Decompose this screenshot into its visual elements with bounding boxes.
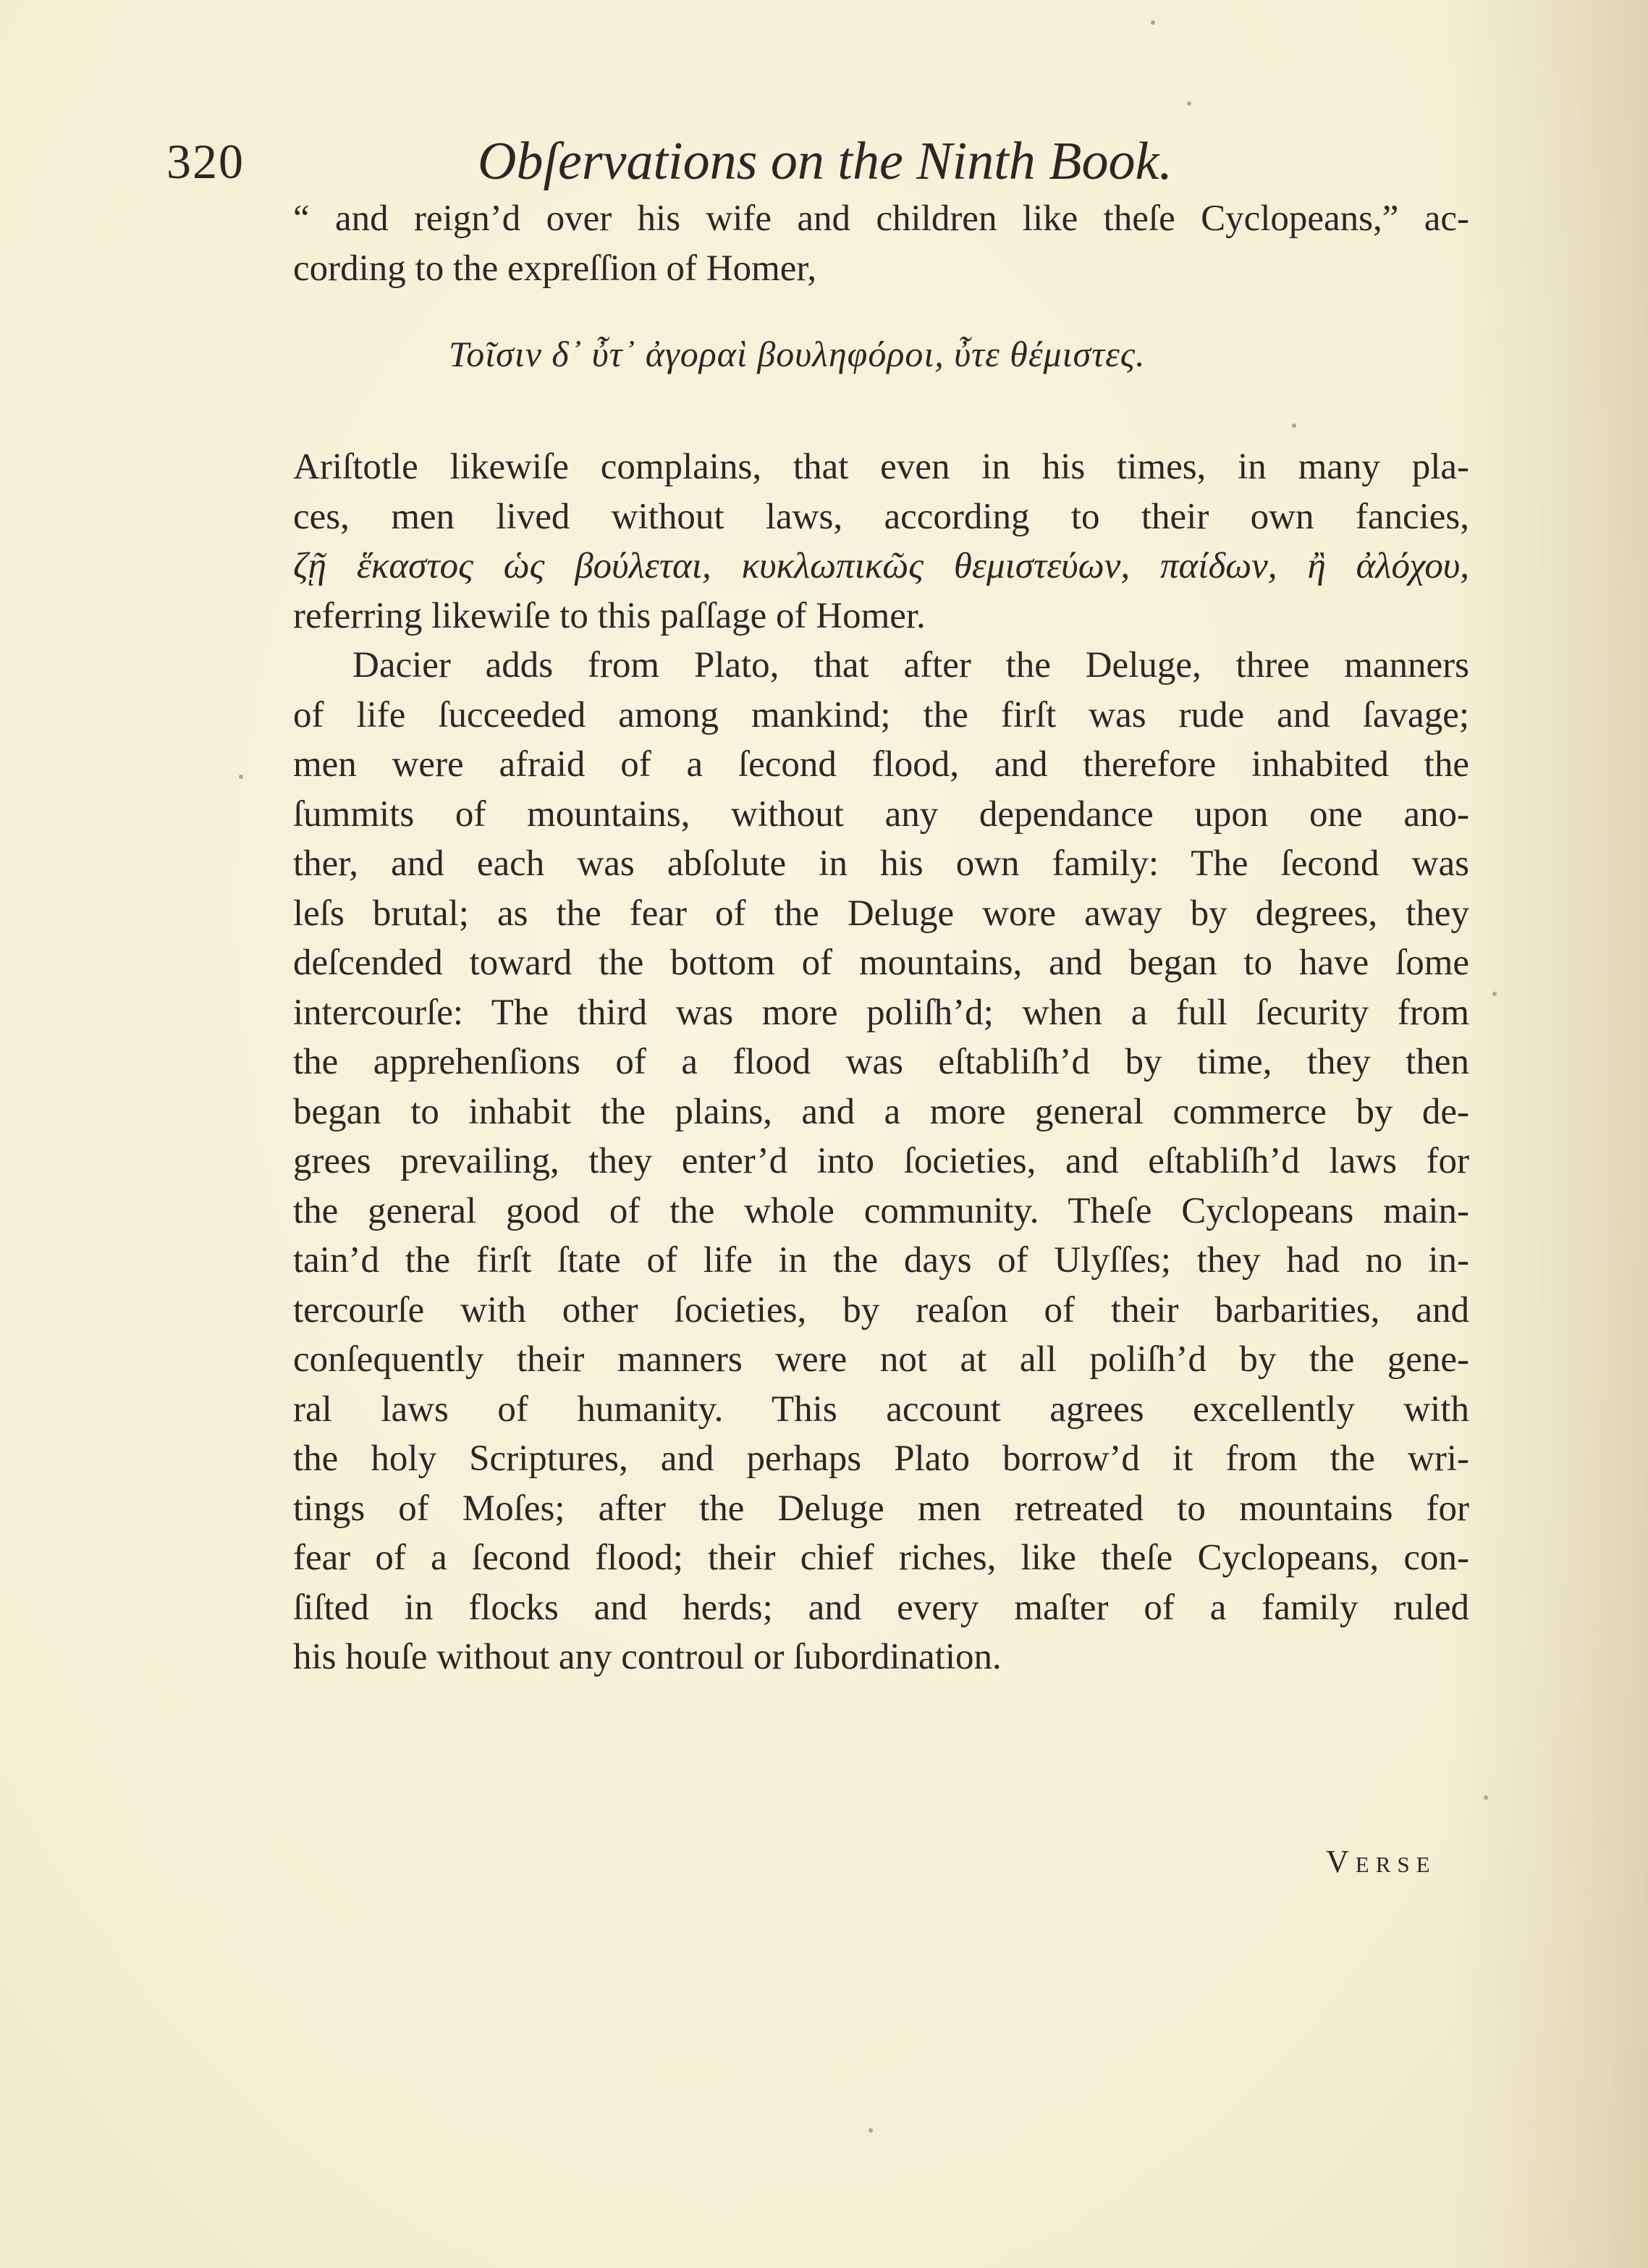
- paper-speck: [1292, 423, 1296, 428]
- paper-speck: [1187, 101, 1191, 106]
- body-text: [293, 194, 1469, 1682]
- text-line: the apprehenſions of a flood was eſtabliſh’d by time, they then: [293, 1042, 1469, 1082]
- catchword: Verse: [1326, 1844, 1437, 1879]
- text-line: men were afraid of a ſecond flood, and therefore inhabited the: [293, 744, 1469, 785]
- text-line: tings of Moſes; after the Deluge men retreated to mountains for: [293, 1488, 1469, 1529]
- text-line: Dacier adds from Plato, that after the Deluge, three manners: [352, 645, 1469, 686]
- paper-speck: [239, 775, 243, 779]
- greek-inline-quote: ζῇ ἕκαστος ὡς βούλεται, κυκλωπικῶς θεμιστεύων, παίδων, ἢ ἀλόχου,: [293, 546, 1469, 586]
- text-line: “ and reign’d over his wife and children like theſe Cyclopeans,” ac-: [293, 198, 1469, 239]
- paragraph-dacier: [293, 641, 1469, 1682]
- text-line: leſs brutal; as the fear of the Deluge wore away by degrees, they: [293, 893, 1469, 934]
- text-line: referring likewiſe to this paſſage of Homer.: [293, 595, 926, 636]
- paper-speck: [1492, 992, 1497, 996]
- text-line: Ariſtotle likewiſe complains, that even in his times, in many pla-: [293, 447, 1469, 487]
- text-line: grees prevailing, they enter’d into ſocieties, and eſtabliſh’d laws for: [293, 1141, 1469, 1181]
- page-header: [166, 122, 1252, 201]
- text-line: cording to the expreſſion of Homer,: [293, 248, 817, 289]
- text-line: the general good of the whole community. Theſe Cyclopeans main-: [293, 1190, 1469, 1231]
- text-line: ther, and each was abſolute in his own family: The ſecond was: [293, 843, 1469, 884]
- greek-verse-quote: Τοῖσιν δ᾽ ὖτ᾽ ἀγοραὶ βουληφόροι, ὖτε θέμιστες.: [449, 334, 1146, 374]
- text-line: conſequently their manners were not at all poliſh’d by the gene-: [293, 1339, 1469, 1380]
- text-line: ces, men lived without laws, according to their own fancies,: [293, 496, 1469, 537]
- text-line: the holy Scriptures, and perhaps Plato borrow’d it from the wri-: [293, 1438, 1469, 1479]
- paragraph-aristotle: [293, 442, 1469, 641]
- text-line: ſiſted in flocks and herds; and every maſter of a family ruled: [293, 1587, 1469, 1628]
- paper-speck: [869, 2128, 873, 2133]
- text-line: of life ſucceeded among mankind; the firſt was rude and ſavage;: [293, 694, 1469, 735]
- text-line: tercourſe with other ſocieties, by reaſon of their barbarities, and: [293, 1289, 1469, 1331]
- text-line: fear of a ſecond flood; their chief riches, like theſe Cyclopeans, con-: [293, 1538, 1469, 1578]
- text-line: intercourſe: The third was more poliſh’d; when a full ſecurity from: [293, 992, 1469, 1033]
- paper-speck: [1151, 20, 1155, 25]
- text-line: began to inhabit the plains, and a more general commerce by de-: [293, 1091, 1469, 1132]
- text-line: ral laws of humanity. This account agrees excellently with: [293, 1388, 1469, 1430]
- text-line: tain’d the firſt ſtate of life in the days of Ulyſſes; they had no in-: [293, 1240, 1469, 1281]
- text-line: his houſe without any controul or ſubordination.: [293, 1637, 1002, 1677]
- running-head: Obſervations on the Ninth Book.: [478, 132, 1172, 191]
- page-number: 320: [166, 134, 245, 189]
- text-line: ſummits of mountains, without any dependance upon one ano-: [293, 793, 1469, 835]
- text-line: deſcended toward the bottom of mountains, and began to have ſome: [293, 943, 1469, 983]
- paper-speck: [1484, 1795, 1488, 1800]
